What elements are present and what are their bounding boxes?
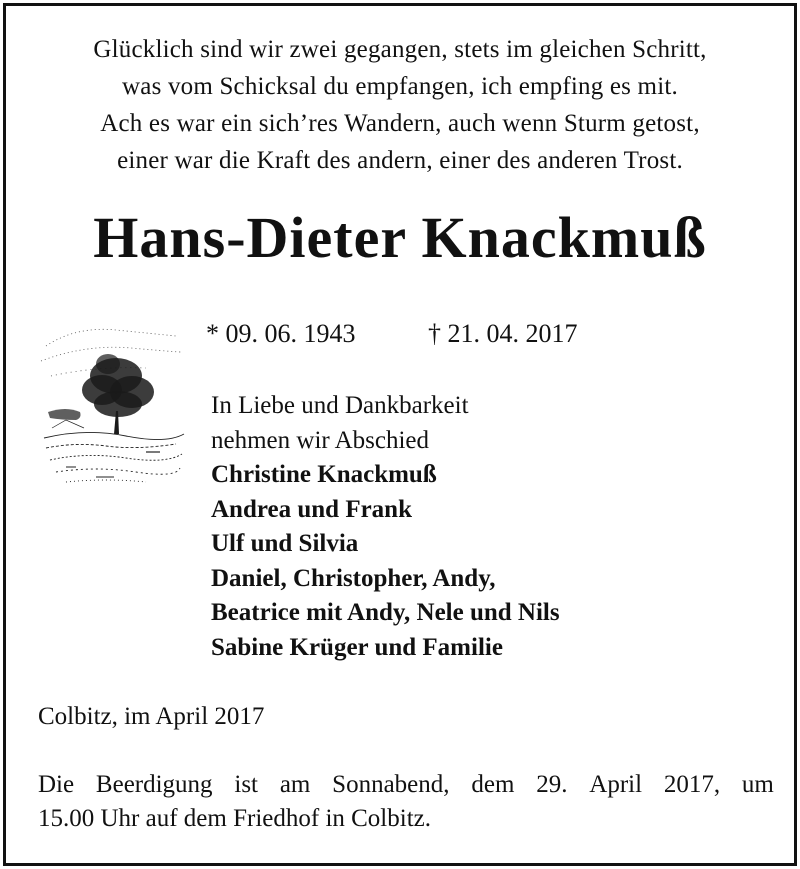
mourner-name: Christine Knackmuß bbox=[211, 461, 437, 488]
birth-date: * 09. 06. 1943 bbox=[206, 319, 356, 348]
poem bbox=[6, 31, 794, 179]
mourner-name: Beatrice mit Andy, Nele und Nils bbox=[211, 599, 560, 626]
funeral-word: Die bbox=[38, 771, 75, 798]
funeral-notice bbox=[38, 768, 774, 836]
farewell-line: nehmen wir Abschied bbox=[211, 426, 430, 454]
poem-line: Ach es war ein sich’res Wandern, auch wenn Sturm getost, bbox=[100, 110, 700, 137]
funeral-word: Sonnabend, bbox=[332, 771, 450, 798]
mourner-name: Andrea und Frank bbox=[211, 495, 412, 523]
funeral-line-2: 15.00 Uhr auf dem Friedhof in Colbitz. bbox=[38, 805, 431, 832]
mourner-name: Sabine Krüger und Familie bbox=[211, 633, 503, 661]
death-date: † 21. 04. 2017 bbox=[428, 319, 578, 348]
mourner-name: Ulf und Silvia bbox=[211, 530, 359, 557]
poem-line: Glücklich sind wir zwei gegangen, stets im gleichen Schritt, bbox=[93, 36, 707, 63]
farewell-line: In Liebe und Dankbarkeit bbox=[211, 392, 469, 419]
tree-landscape-icon bbox=[36, 316, 186, 491]
poem-line: was vom Schicksal du empfangen, ich empfing es mit. bbox=[122, 73, 678, 100]
funeral-word: am bbox=[279, 771, 311, 798]
place-date: Colbitz, im April 2017 bbox=[38, 703, 265, 730]
mourner-name: Daniel, Christopher, Andy, bbox=[211, 564, 496, 592]
deceased-name: Hans-Dieter Knackmuß bbox=[93, 205, 707, 270]
funeral-line-1 bbox=[38, 768, 774, 802]
funeral-word: 2017, bbox=[663, 771, 721, 798]
mourners-list bbox=[211, 389, 560, 665]
funeral-word: 29. bbox=[536, 771, 568, 798]
funeral-word: April bbox=[589, 771, 643, 798]
obituary-notice bbox=[3, 3, 797, 866]
life-dates bbox=[206, 319, 578, 349]
funeral-word: dem bbox=[471, 771, 515, 798]
poem-line: einer war die Kraft des andern, einer des anderen Trost. bbox=[117, 147, 683, 174]
funeral-word: Beerdigung bbox=[95, 771, 213, 798]
funeral-word: ist bbox=[234, 771, 258, 798]
funeral-word: um bbox=[741, 771, 774, 798]
